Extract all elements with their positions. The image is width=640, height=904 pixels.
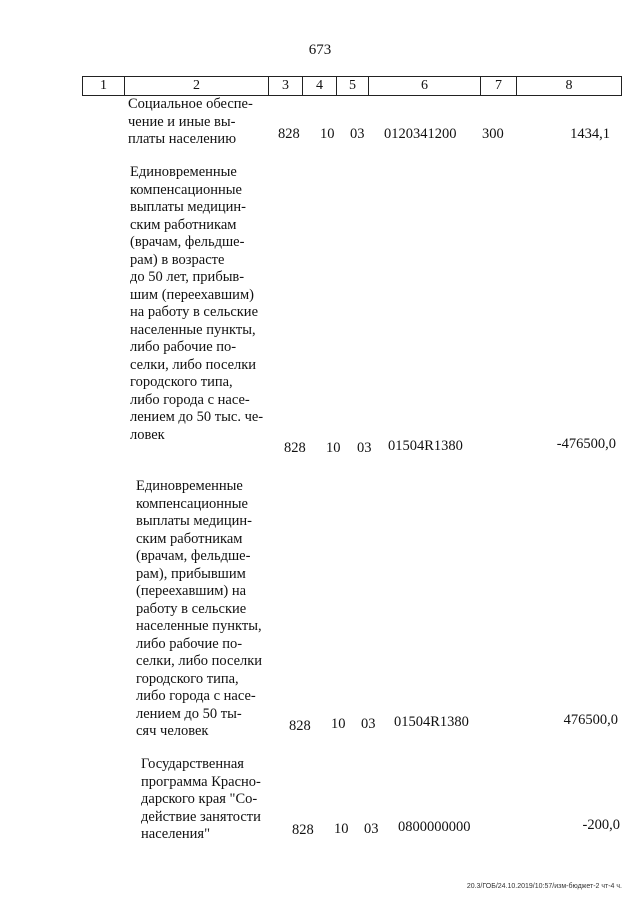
row-description: Социальное обеспе- чение и иные вы- платы населению [128,96,253,147]
row-target-article: 0800000000 [398,819,471,835]
row-amount: -476500,0 [556,436,616,452]
page-number: 673 [308,42,332,58]
column-header-1: 1 [82,77,124,95]
column-header-5: 5 [336,77,368,95]
row-admin-code: 828 [284,440,306,456]
column-header-4: 4 [302,77,336,95]
row-section-code: 10 [331,716,346,732]
table-header-row [82,76,622,96]
row-section-code: 10 [334,821,349,837]
row-subsection-code: 03 [364,821,379,837]
row-description: Единовременные компенсационные выплаты медицин- ским работникам (врачам, фельдше- рам) в возрасте до 50 лет, прибыв- шим (переехавшим) на работу в сельские населенные пункты, либо рабочие по- селки, либо поселки городского типа, либо города с насе- лением до 50 тыс. че- ловек [130,164,264,443]
row-target-article: 01504R1380 [388,438,463,454]
row-subsection-code: 03 [361,716,376,732]
footer-stamp: 20.3/ГОБ/24.10.2019/10:57/изм-бюджет-2 чт-4 ч. [466,883,622,890]
row-subsection-code: 03 [350,126,365,142]
row-target-article: 01504R1380 [394,714,469,730]
row-section-code: 10 [326,440,341,456]
row-admin-code: 828 [292,822,314,838]
column-header-3: 3 [268,77,302,95]
row-amount: -200,0 [582,817,620,833]
row-description: Единовременные компенсационные выплаты медицин- ским работникам (врачам, фельдше- рам), прибывшим (переехавшим) на работу в сельские населенные пункты, либо рабочие по- селки, либо поселки городского типа, либо города с насе- лением до 50 ты- сяч человек [136,478,263,739]
row-admin-code: 828 [289,718,311,734]
row-section-code: 10 [320,126,335,142]
row-description: Государственная программа Красно- дарского края "Со- действие занятости населения" [141,756,261,842]
column-header-2: 2 [124,77,268,95]
row-target-article: 0120341200 [384,126,457,142]
column-header-6: 6 [368,77,480,95]
row-amount: 1434,1 [570,126,610,142]
column-header-8: 8 [516,77,622,95]
row-admin-code: 828 [278,126,300,142]
row-expense-type: 300 [482,126,504,142]
row-amount: 476500,0 [563,712,618,728]
column-header-7: 7 [480,77,516,95]
row-subsection-code: 03 [357,440,372,456]
